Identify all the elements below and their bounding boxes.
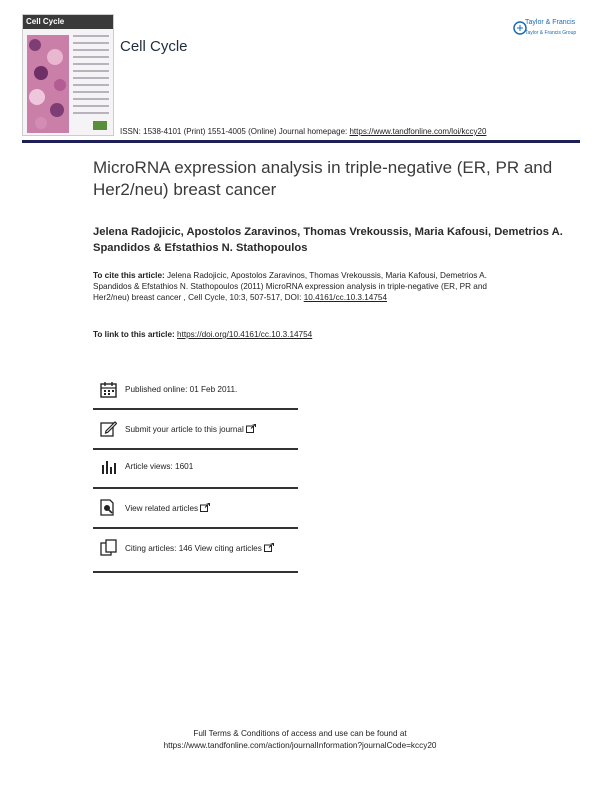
related-articles-row[interactable] [93, 491, 298, 525]
issn-text: ISSN: 1538-4101 (Print) 1551-4005 (Online) Journal homepage: [120, 127, 350, 136]
published-online-text: Published online: 01 Feb 2011. [125, 385, 238, 394]
info-divider [93, 571, 298, 573]
citation-text: Jelena Radojicic, Apostolos Zaravinos, Thomas Vrekoussis, Maria Kafousi, Demetrios A. Spandidos & Efstathios N. Stathopoulos (2011) MicroRNA expression analysis in triple-negative (ER, PR and Her2/neu) breast cancer , Cell Cycle, 10:3, 507-517, DOI: [93, 271, 487, 303]
published-online-row [93, 373, 298, 407]
article-title: MicroRNA expression analysis in triple-negative (ER, PR and Her2/neu) breast cancer [93, 158, 553, 199]
edit-document-icon [100, 420, 117, 437]
copy-documents-icon [100, 539, 117, 556]
footer [0, 728, 600, 751]
external-link-icon [264, 543, 274, 552]
related-articles-link[interactable]: View related articles [125, 504, 199, 513]
submit-article-row[interactable] [93, 412, 298, 446]
citation-doi-link[interactable]: 10.4161/cc.10.3.14754 [303, 293, 388, 303]
article-authors: Jelena Radojicic, Apostolos Zaravinos, Thomas Vrekoussis, Maria Kafousi, Demetrios A. Spandidos & Efstathios N. Stathopoulos [93, 226, 563, 254]
bar-chart-icon [100, 458, 117, 475]
info-divider [93, 527, 298, 529]
journal-name[interactable]: Cell Cycle [120, 38, 188, 55]
article-doi-link[interactable]: https://doi.org/10.4161/cc.10.3.14754 [177, 330, 313, 339]
cover-microscopy-art [27, 35, 69, 133]
article-link-block [93, 330, 513, 339]
footer-terms-text: Full Terms & Conditions of access and use can be found at [193, 729, 407, 738]
publisher-logo-text: Taylor & Francis [525, 19, 576, 26]
journal-cover-image [22, 14, 114, 136]
external-link-icon [200, 503, 210, 512]
calendar-icon [100, 381, 117, 398]
citing-articles-row[interactable] [93, 531, 298, 565]
search-document-icon [100, 499, 117, 516]
cover-title: Cell Cycle [23, 15, 113, 29]
publisher-logo-subtext: Taylor & Francis Group [525, 30, 577, 36]
article-link-label: To link to this article: [93, 330, 178, 339]
article-views-row [93, 450, 298, 484]
submit-article-link[interactable]: Submit your article to this journal [125, 425, 244, 434]
header-divider [22, 140, 580, 143]
footer-terms-link[interactable]: https://www.tandfonline.com/action/journalInformation?journalCode=kccy20 [163, 740, 437, 750]
article-views-text: Article views: 1601 [125, 462, 194, 471]
citing-articles-link[interactable]: Citing articles: 146 View citing articles [125, 544, 262, 553]
info-divider [93, 487, 298, 489]
journal-homepage-link[interactable]: https://www.tandfonline.com/loi/kccy20 [349, 127, 487, 136]
citation-block [93, 270, 513, 304]
external-link-icon [246, 424, 256, 433]
cover-badge [93, 121, 107, 130]
cover-text-lines [73, 35, 109, 119]
citation-label: To cite this article: [93, 271, 165, 280]
info-divider [93, 408, 298, 410]
issn-line [120, 127, 486, 136]
